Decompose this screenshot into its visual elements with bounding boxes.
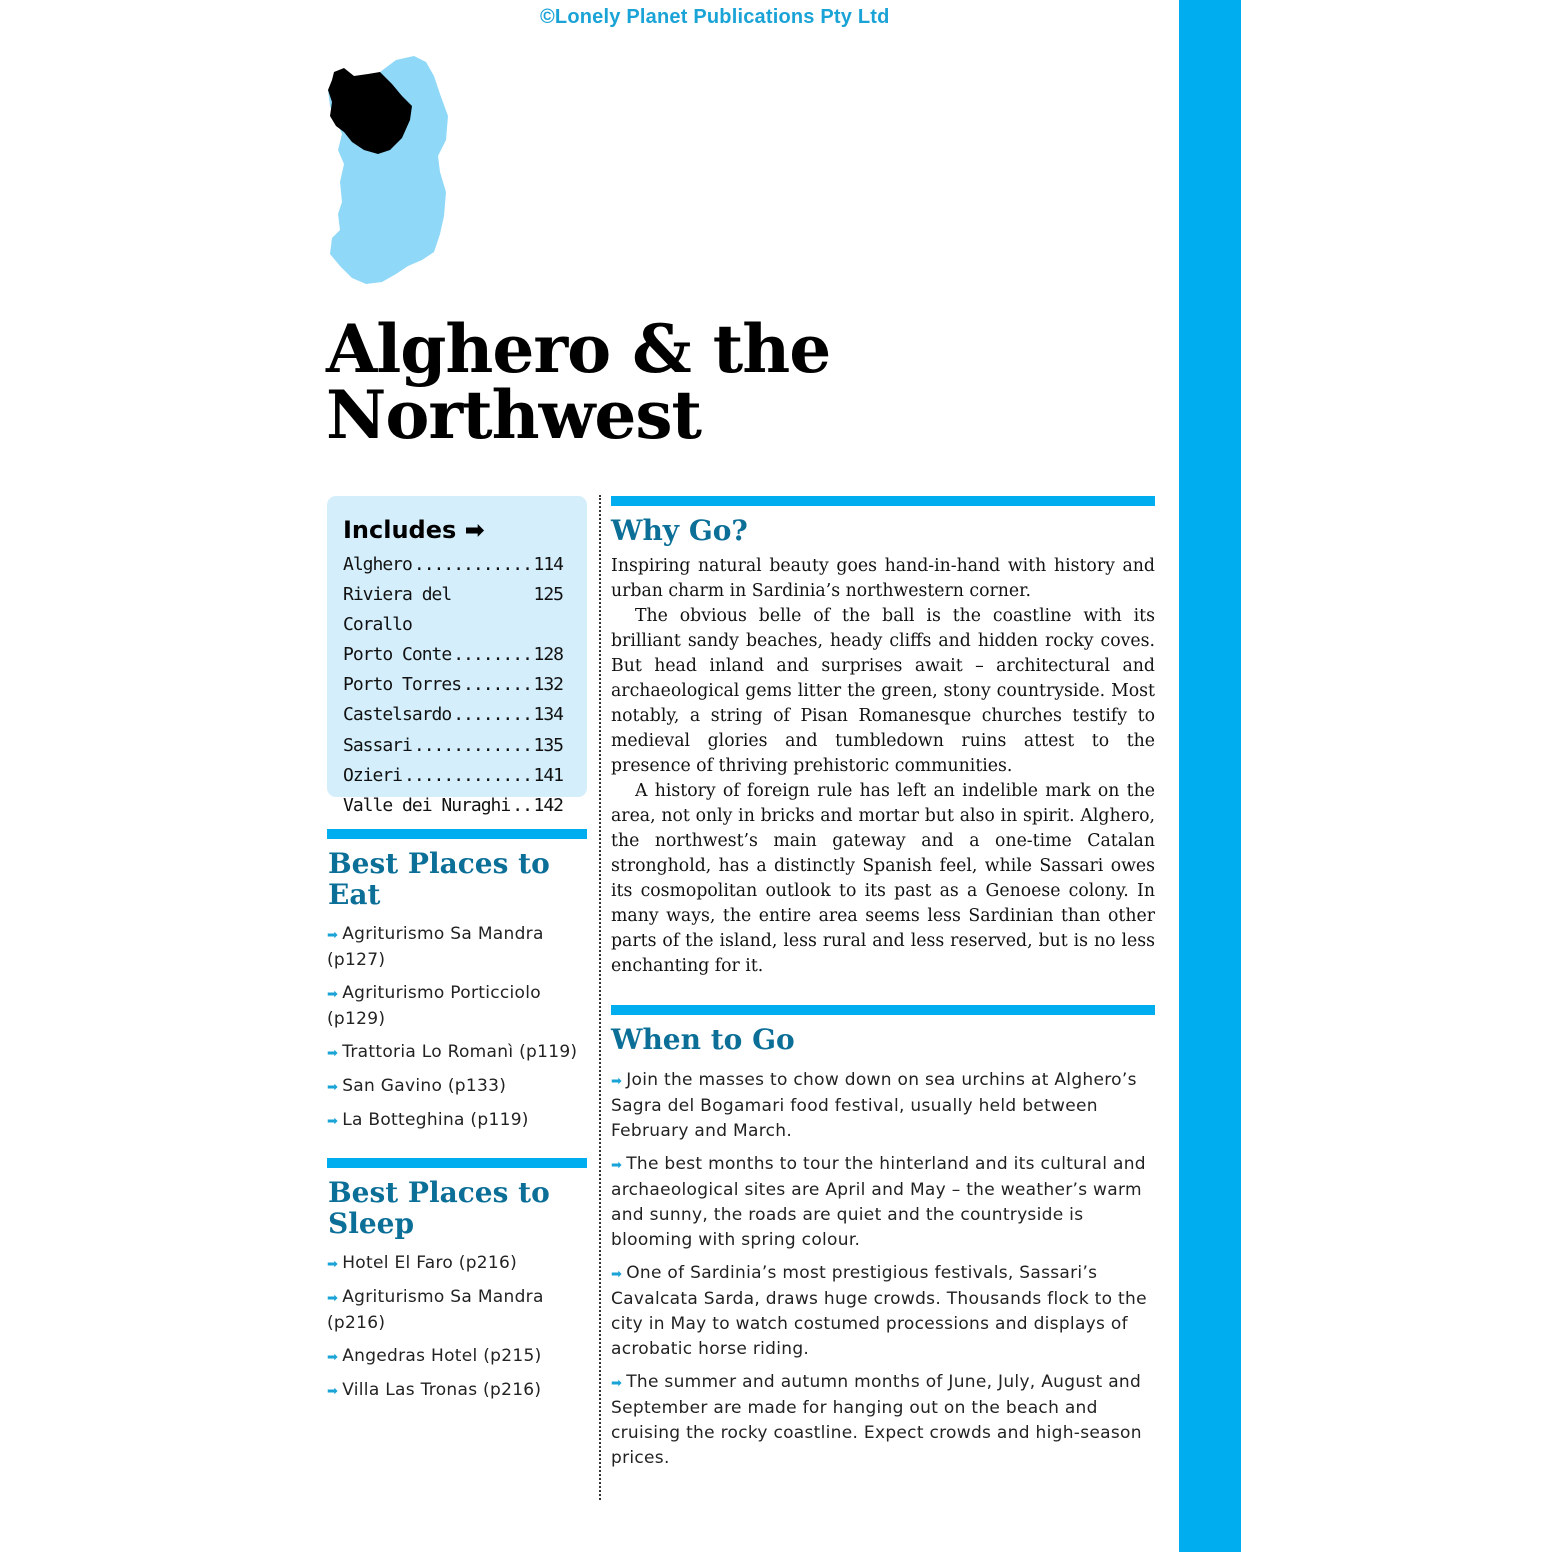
list-item [327,1344,589,1370]
best-eat-item-text: Agriturismo Sa Mandra (p127) [327,924,544,970]
toc-entry-page: 142 [533,794,563,816]
toc-leader-dots [414,731,532,761]
toc-entry-name: Castelsardo [343,704,452,726]
toc-entry-name: Alghero [343,554,412,575]
why-go-heading: Why Go? [611,514,748,547]
arrow-right-icon: ➡ [327,1350,339,1365]
toc-row[interactable] [343,791,563,821]
best-eat-heading-line-1: Best Places to [328,847,550,880]
best-sleep-item-text: Angedras Hotel (p215) [342,1346,542,1366]
toc-leader-dots [414,550,532,580]
arrow-right-icon: ➡ [327,1114,339,1129]
list-item [327,1074,589,1100]
arrow-right-icon: ➡ [327,928,339,943]
best-eat-item-text: La Botteghina (p119) [342,1110,529,1130]
arrow-right-icon: ➡ [327,987,339,1002]
toc-entry-name: Riviera del Corallo [343,584,452,636]
toc-entry-name: Porto Torres [343,674,462,696]
when-to-go-item-text: The summer and autumn months of June, July, August and September are made for hanging out on the beach and cruising the rocky coastline. Expect crowds and high-season prices. [611,1372,1142,1468]
list-item [611,1370,1155,1471]
includes-heading [343,516,563,544]
when-to-go-heading: When to Go [611,1023,795,1056]
list-item [327,1378,589,1404]
best-sleep-heading [328,1177,550,1239]
toc-entry-page: 125 [533,584,563,606]
arrow-right-icon: ➡ [327,1080,339,1095]
toc-row[interactable] [343,761,563,791]
copyright-notice: ©Lonely Planet Publications Pty Ltd [540,6,890,28]
list-item [611,1261,1155,1362]
arrow-right-icon: ➡ [611,1074,623,1089]
arrow-right-icon: ➡ [327,1384,339,1399]
arrow-right-icon: ➡ [327,1046,339,1061]
list-item [327,1251,589,1277]
toc-row[interactable] [343,731,563,761]
section-rule [327,1158,587,1168]
list-item [327,981,589,1032]
why-go-paragraph: Inspiring natural beauty goes hand-in-hand with history and urban charm in Sardinia’s northwestern corner. [611,556,1155,601]
toc-entry-page: 132 [533,674,563,696]
section-rule [327,829,587,839]
toc-entry-page: 128 [533,644,563,666]
why-go-paragraph: A history of foreign rule has left an indelible mark on the area, not only in bricks and mortar but also in spirit. Alghero, the northwest’s main gateway and a one-time Catalan stronghold, has a distinctly Spanish feel, while Sassari owes its cosmopolitan outlook to its past as a Genoese colony. In many ways, the entire area seems less Sardinian than other parts of the island, less rural and less reserved, but is no less enchanting for it. [611,781,1155,976]
arrow-right-icon: ➡ [611,1267,623,1282]
list-item [327,1285,589,1336]
best-sleep-heading-line-2: Sleep [328,1207,415,1240]
chapter-title-line-2: Northwest [326,376,702,454]
includes-heading-label: Includes [343,516,457,544]
chapter-title-line-1: Alghero & the [326,310,831,388]
when-to-go-item-text: The best months to tour the hinterland and its cultural and archaeological sites are April and May – the weather’s warm and sunny, the roads are quiet and the countryside is blooming with spring colour. [611,1154,1146,1250]
arrow-right-icon: ➡ [327,1257,339,1272]
list-item [611,1152,1155,1253]
toc-entry-page: 135 [533,734,563,756]
best-eat-item-text: San Gavino (p133) [342,1076,507,1096]
toc-entry-name: Sassari [343,734,412,756]
chapter-title [326,310,831,454]
best-eat-item-text: Trattoria Lo Romanì (p119) [342,1042,578,1062]
best-sleep-list [327,1251,589,1412]
best-sleep-heading-line-1: Best Places to [328,1176,550,1209]
list-item [327,1108,589,1134]
toc-leader-dots [512,791,531,821]
list-item [611,1068,1155,1144]
toc-entry-name: Ozieri [343,764,403,786]
arrow-right-icon: ➡ [611,1376,623,1391]
why-go-body [611,554,1155,979]
toc-row[interactable] [343,700,563,730]
sardinia-locator-map-icon [322,54,454,286]
list-item [327,922,589,973]
toc-leader-dots [453,640,531,670]
list-item [327,1040,589,1066]
when-to-go-item-text: Join the masses to chow down on sea urchins at Alghero’s Sagra del Bogamari food festival, usually held between February and March. [611,1070,1137,1141]
toc-entry-page: 134 [533,704,563,726]
toc-row[interactable] [343,580,563,640]
toc-entry-name: Porto Conte [343,644,452,666]
arrow-right-icon: ➡ [327,1291,339,1306]
best-eat-item-text: Agriturismo Porticciolo (p129) [327,983,541,1029]
when-to-go-list [611,1068,1155,1479]
toc-entry-page: 141 [533,764,563,786]
section-rule [611,496,1155,506]
toc-entry-page: 114 [533,554,563,575]
best-eat-heading [328,848,550,910]
column-divider [599,495,601,1500]
best-sleep-item-text: Agriturismo Sa Mandra (p216) [327,1287,544,1333]
when-to-go-item-text: One of Sardinia’s most prestigious festivals, Sassari’s Cavalcata Sarda, draws huge crowds. Thousands flock to the city in May to watch costumed processions and displays of acrobatic horse riding. [611,1263,1147,1359]
best-sleep-item-text: Hotel El Faro (p216) [342,1253,518,1273]
why-go-paragraph: The obvious belle of the ball is the coastline with its brilliant sandy beaches, heady cliffs and hidden rocky coves. But head inland and surprises await – architectural and archaeological gems litter the green, stony countryside. Most notably, a string of Pisan Romanesque churches testify to medieval glories and tumbledown ruins attest to the presence of thriving prehistoric communities. [611,606,1155,776]
toc-row[interactable] [343,670,563,700]
best-eat-heading-line-2: Eat [328,878,381,911]
toc-row[interactable] [343,640,563,670]
toc-entry-name: Valle dei Nuraghi [343,794,511,816]
best-eat-list [327,922,589,1142]
toc-leader-dots [404,761,531,791]
toc-leader-dots [453,700,531,730]
toc-row[interactable] [343,550,563,580]
section-rule [611,1005,1155,1015]
toc-leader-dots [463,670,531,700]
includes-box [327,496,587,816]
chapter-side-tab [1179,0,1241,1552]
best-sleep-item-text: Villa Las Tronas (p216) [342,1380,542,1400]
arrow-right-icon: ➡ [611,1158,623,1173]
arrow-right-icon: ➡ [464,516,485,544]
